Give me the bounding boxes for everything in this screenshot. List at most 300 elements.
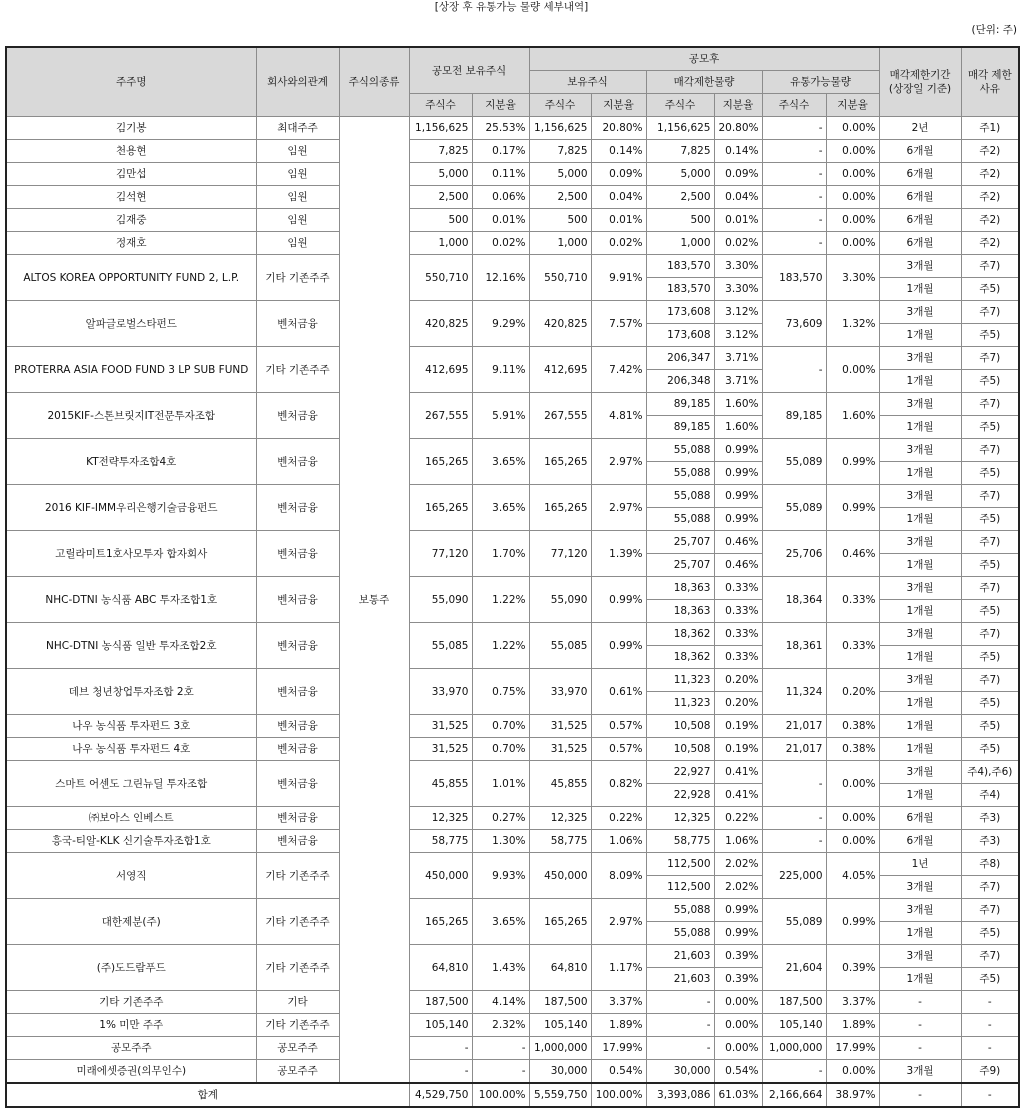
restriction-reason: -: [961, 991, 1019, 1014]
post-ipo-pct: 0.99%: [591, 577, 646, 623]
post-ipo-pct: 0.09%: [591, 163, 646, 186]
restricted-shares: 112,500: [646, 876, 714, 899]
header-shares: 주식수: [529, 94, 591, 117]
shareholder-name: 알파글로벌스타펀드: [6, 301, 256, 347]
post-ipo-shares: 165,265: [529, 439, 591, 485]
restriction-reason: 주2): [961, 186, 1019, 209]
header-shares: 주식수: [409, 94, 472, 117]
tradable-shares: -: [762, 1060, 826, 1084]
header-restricted: 매각제한물량: [646, 71, 762, 94]
shareholder-name: 1% 미만 주주: [6, 1014, 256, 1037]
tradable-shares-table: [5, 46, 1020, 1108]
restricted-shares: 112,500: [646, 853, 714, 876]
relation: 벤처금융: [256, 439, 339, 485]
pre-ipo-shares: 31,525: [409, 715, 472, 738]
relation: 기타 기존주주: [256, 945, 339, 991]
restricted-pct: 0.04%: [714, 186, 762, 209]
restriction-reason: 주7): [961, 945, 1019, 968]
pre-ipo-pct: 9.93%: [472, 853, 529, 899]
post-ipo-pct: 2.97%: [591, 439, 646, 485]
restricted-pct: 0.99%: [714, 508, 762, 531]
restriction-period: 3개월: [879, 761, 961, 784]
pre-ipo-shares: 58,775: [409, 830, 472, 853]
tradable-shares: 225,000: [762, 853, 826, 899]
header-pct: 지분율: [714, 94, 762, 117]
post-ipo-shares: 30,000: [529, 1060, 591, 1084]
table-row: [6, 1037, 1019, 1060]
total-restricted-pct: 61.03%: [714, 1083, 762, 1107]
restriction-period: 3개월: [879, 439, 961, 462]
header-tradable: 유통가능물량: [762, 71, 879, 94]
total-row: [6, 1083, 1019, 1107]
post-ipo-pct: 0.82%: [591, 761, 646, 807]
pre-ipo-pct: 0.01%: [472, 209, 529, 232]
restricted-pct: 1.60%: [714, 416, 762, 439]
restriction-reason: 주7): [961, 669, 1019, 692]
restriction-reason: 주7): [961, 623, 1019, 646]
tradable-shares: 183,570: [762, 255, 826, 301]
restriction-reason: 주7): [961, 577, 1019, 600]
tradable-shares: -: [762, 232, 826, 255]
restricted-shares: 30,000: [646, 1060, 714, 1084]
tradable-pct: 0.20%: [826, 669, 879, 715]
restriction-reason: 주5): [961, 646, 1019, 669]
shareholder-name: KT전략투자조합4호: [6, 439, 256, 485]
relation: 기타: [256, 991, 339, 1014]
pre-ipo-shares: 412,695: [409, 347, 472, 393]
restricted-pct: 0.39%: [714, 968, 762, 991]
pre-ipo-shares: 31,525: [409, 738, 472, 761]
tradable-pct: 3.37%: [826, 991, 879, 1014]
tradable-shares: -: [762, 209, 826, 232]
restriction-period: 6개월: [879, 209, 961, 232]
shareholder-name: 대한제분(주): [6, 899, 256, 945]
restriction-reason: 주7): [961, 876, 1019, 899]
restriction-period: 6개월: [879, 140, 961, 163]
tradable-pct: 0.46%: [826, 531, 879, 577]
shareholder-name: 2015KIF-스톤브릿지IT전문투자조합: [6, 393, 256, 439]
relation: 벤처금융: [256, 830, 339, 853]
restriction-reason: 주2): [961, 163, 1019, 186]
restricted-pct: 0.99%: [714, 899, 762, 922]
pre-ipo-shares: 165,265: [409, 485, 472, 531]
post-ipo-pct: 7.42%: [591, 347, 646, 393]
post-ipo-pct: 1.17%: [591, 945, 646, 991]
restriction-reason: 주5): [961, 715, 1019, 738]
shareholder-name: 기타 기존주주: [6, 991, 256, 1014]
restriction-period: 1개월: [879, 922, 961, 945]
restriction-reason: 주4),주6): [961, 761, 1019, 784]
restriction-period: -: [879, 1037, 961, 1060]
restricted-pct: 0.99%: [714, 485, 762, 508]
post-ipo-pct: 7.57%: [591, 301, 646, 347]
tradable-shares: -: [762, 761, 826, 807]
restriction-reason: 주7): [961, 531, 1019, 554]
restricted-shares: 11,323: [646, 692, 714, 715]
shareholder-name: 김기봉: [6, 117, 256, 140]
tradable-pct: 17.99%: [826, 1037, 879, 1060]
pre-ipo-pct: 0.11%: [472, 163, 529, 186]
shareholder-name: 미래에셋증권(의무인수): [6, 1060, 256, 1084]
pre-ipo-pct: 3.65%: [472, 439, 529, 485]
table-row: [6, 117, 1019, 140]
shareholder-name: 천용현: [6, 140, 256, 163]
relation: 벤처금융: [256, 761, 339, 807]
tradable-pct: 0.38%: [826, 715, 879, 738]
post-ipo-pct: 20.80%: [591, 117, 646, 140]
relation: 벤처금융: [256, 577, 339, 623]
restriction-reason: 주5): [961, 554, 1019, 577]
restricted-shares: 18,363: [646, 600, 714, 623]
shareholder-name: 데브 청년창업투자조합 2호: [6, 669, 256, 715]
table-row: [6, 163, 1019, 186]
restricted-pct: 0.02%: [714, 232, 762, 255]
restriction-period: 1개월: [879, 462, 961, 485]
restricted-shares: 10,508: [646, 715, 714, 738]
header-pre-ipo: 공모전 보유주식: [409, 47, 529, 94]
table-row: [6, 255, 1019, 278]
relation: 임원: [256, 232, 339, 255]
restricted-shares: 500: [646, 209, 714, 232]
restriction-reason: 주7): [961, 347, 1019, 370]
tradable-shares: -: [762, 347, 826, 393]
restricted-shares: 89,185: [646, 416, 714, 439]
table-row: [6, 577, 1019, 600]
tradable-shares: -: [762, 140, 826, 163]
table-row: [6, 945, 1019, 968]
restricted-shares: 55,088: [646, 462, 714, 485]
restriction-period: 1개월: [879, 600, 961, 623]
restricted-shares: 21,603: [646, 968, 714, 991]
relation: 임원: [256, 186, 339, 209]
tradable-pct: 1.89%: [826, 1014, 879, 1037]
restriction-reason: 주5): [961, 278, 1019, 301]
relation: 임원: [256, 209, 339, 232]
pre-ipo-pct: 5.91%: [472, 393, 529, 439]
post-ipo-shares: 55,090: [529, 577, 591, 623]
restricted-pct: 0.39%: [714, 945, 762, 968]
shareholder-name: 스마트 어센도 그린뉴딜 투자조합: [6, 761, 256, 807]
restricted-pct: 0.54%: [714, 1060, 762, 1084]
shareholder-name: NHC-DTNI 농식품 ABC 투자조합1호: [6, 577, 256, 623]
tradable-shares: -: [762, 117, 826, 140]
restricted-pct: 0.09%: [714, 163, 762, 186]
pre-ipo-pct: -: [472, 1060, 529, 1084]
restriction-period: 6개월: [879, 163, 961, 186]
restricted-shares: 173,608: [646, 324, 714, 347]
pre-ipo-pct: 3.65%: [472, 899, 529, 945]
relation: 기타 기존주주: [256, 853, 339, 899]
pre-ipo-pct: 1.43%: [472, 945, 529, 991]
restriction-period: 1개월: [879, 324, 961, 347]
pre-ipo-shares: 64,810: [409, 945, 472, 991]
restricted-shares: 173,608: [646, 301, 714, 324]
post-ipo-shares: 12,325: [529, 807, 591, 830]
restriction-reason: 주5): [961, 370, 1019, 393]
restriction-period: 6개월: [879, 807, 961, 830]
tradable-pct: 3.30%: [826, 255, 879, 301]
post-ipo-pct: 1.39%: [591, 531, 646, 577]
post-ipo-shares: 77,120: [529, 531, 591, 577]
restriction-period: 2년: [879, 117, 961, 140]
total-period: -: [879, 1083, 961, 1107]
restricted-pct: 0.22%: [714, 807, 762, 830]
restricted-shares: 12,325: [646, 807, 714, 830]
pre-ipo-shares: 165,265: [409, 439, 472, 485]
tradable-shares: 55,089: [762, 899, 826, 945]
header-period: 매각제한기간 (상장일 기준): [879, 47, 961, 117]
tradable-pct: 0.38%: [826, 738, 879, 761]
restriction-reason: 주5): [961, 922, 1019, 945]
pre-ipo-pct: 0.02%: [472, 232, 529, 255]
post-ipo-shares: 450,000: [529, 853, 591, 899]
post-ipo-pct: 8.09%: [591, 853, 646, 899]
restriction-period: 1개월: [879, 715, 961, 738]
pre-ipo-pct: 2.32%: [472, 1014, 529, 1037]
post-ipo-shares: 105,140: [529, 1014, 591, 1037]
shareholder-name: 김재중: [6, 209, 256, 232]
restricted-shares: 206,347: [646, 347, 714, 370]
tradable-pct: 0.00%: [826, 347, 879, 393]
tradable-pct: 0.00%: [826, 830, 879, 853]
tradable-shares: 73,609: [762, 301, 826, 347]
header-relation: 회사와의관계: [256, 47, 339, 117]
tradable-shares: 21,017: [762, 715, 826, 738]
shareholder-name: NHC-DTNI 농식품 일반 투자조합2호: [6, 623, 256, 669]
restricted-shares: -: [646, 1037, 714, 1060]
post-ipo-pct: 17.99%: [591, 1037, 646, 1060]
relation: 공모주주: [256, 1037, 339, 1060]
header-post-ipo: 공모후: [529, 47, 879, 71]
header-reason: 매각 제한 사유: [961, 47, 1019, 117]
restriction-period: 1년: [879, 853, 961, 876]
pre-ipo-pct: 3.65%: [472, 485, 529, 531]
restricted-shares: 55,088: [646, 485, 714, 508]
post-ipo-shares: 412,695: [529, 347, 591, 393]
post-ipo-pct: 0.57%: [591, 715, 646, 738]
restricted-shares: 1,156,625: [646, 117, 714, 140]
tradable-pct: 0.00%: [826, 761, 879, 807]
tradable-shares: 21,017: [762, 738, 826, 761]
post-ipo-pct: 0.22%: [591, 807, 646, 830]
tradable-shares: 105,140: [762, 1014, 826, 1037]
restricted-pct: 0.20%: [714, 692, 762, 715]
post-ipo-pct: 9.91%: [591, 255, 646, 301]
restricted-shares: 5,000: [646, 163, 714, 186]
restricted-pct: 0.00%: [714, 1014, 762, 1037]
post-ipo-shares: 64,810: [529, 945, 591, 991]
relation: 벤처금융: [256, 738, 339, 761]
post-ipo-shares: 55,085: [529, 623, 591, 669]
tradable-pct: 0.00%: [826, 163, 879, 186]
restriction-period: 3개월: [879, 945, 961, 968]
restricted-pct: 2.02%: [714, 853, 762, 876]
shareholder-name: 서영직: [6, 853, 256, 899]
pre-ipo-shares: 2,500: [409, 186, 472, 209]
tradable-pct: 0.33%: [826, 577, 879, 623]
relation: 벤처금융: [256, 531, 339, 577]
shareholder-name: 나우 농식품 투자펀드 4호: [6, 738, 256, 761]
pre-ipo-shares: -: [409, 1037, 472, 1060]
restriction-period: 1개월: [879, 968, 961, 991]
restriction-reason: 주2): [961, 140, 1019, 163]
post-ipo-shares: 550,710: [529, 255, 591, 301]
restricted-pct: 0.99%: [714, 439, 762, 462]
table-row: [6, 899, 1019, 922]
restricted-pct: 0.00%: [714, 1037, 762, 1060]
shareholder-name: 2016 KIF-IMM우리은행기술금융펀드: [6, 485, 256, 531]
restricted-shares: 89,185: [646, 393, 714, 416]
table-row: [6, 807, 1019, 830]
tradable-pct: 0.00%: [826, 232, 879, 255]
restriction-period: 3개월: [879, 623, 961, 646]
restricted-shares: 55,088: [646, 508, 714, 531]
total-pre-shares: 4,529,750: [409, 1083, 472, 1107]
restriction-period: 3개월: [879, 1060, 961, 1084]
restricted-shares: 183,570: [646, 278, 714, 301]
post-ipo-pct: 0.02%: [591, 232, 646, 255]
restriction-period: 3개월: [879, 899, 961, 922]
restriction-reason: 주5): [961, 508, 1019, 531]
table-row: [6, 186, 1019, 209]
table-row: [6, 991, 1019, 1014]
restricted-pct: 3.71%: [714, 370, 762, 393]
restriction-reason: 주5): [961, 968, 1019, 991]
pre-ipo-shares: 500: [409, 209, 472, 232]
share-type: 보통주: [339, 117, 409, 1084]
pre-ipo-shares: 420,825: [409, 301, 472, 347]
pre-ipo-pct: 0.70%: [472, 715, 529, 738]
table-row: [6, 738, 1019, 761]
post-ipo-shares: 187,500: [529, 991, 591, 1014]
restriction-period: 3개월: [879, 301, 961, 324]
post-ipo-shares: 5,000: [529, 163, 591, 186]
total-reason: -: [961, 1083, 1019, 1107]
header-name: 주주명: [6, 47, 256, 117]
post-ipo-pct: 0.99%: [591, 623, 646, 669]
restricted-pct: 3.12%: [714, 301, 762, 324]
tradable-shares: -: [762, 807, 826, 830]
shareholder-name: ALTOS KOREA OPPORTUNITY FUND 2, L.P.: [6, 255, 256, 301]
post-ipo-shares: 33,970: [529, 669, 591, 715]
relation: 기타 기존주주: [256, 255, 339, 301]
tradable-shares: 55,089: [762, 485, 826, 531]
restricted-pct: 0.20%: [714, 669, 762, 692]
restriction-period: 3개월: [879, 347, 961, 370]
restriction-reason: 주7): [961, 301, 1019, 324]
restriction-reason: 주4): [961, 784, 1019, 807]
pre-ipo-shares: 105,140: [409, 1014, 472, 1037]
total-pre-pct: 100.00%: [472, 1083, 529, 1107]
restriction-period: 6개월: [879, 232, 961, 255]
shareholder-name: 고릴라미트1호사모투자 합자회사: [6, 531, 256, 577]
pre-ipo-shares: 187,500: [409, 991, 472, 1014]
pre-ipo-shares: 267,555: [409, 393, 472, 439]
restricted-shares: 10,508: [646, 738, 714, 761]
post-ipo-shares: 58,775: [529, 830, 591, 853]
header-pct: 지분율: [472, 94, 529, 117]
table-row: [6, 669, 1019, 692]
pre-ipo-shares: 55,090: [409, 577, 472, 623]
post-ipo-pct: 1.89%: [591, 1014, 646, 1037]
post-ipo-pct: 0.04%: [591, 186, 646, 209]
tradable-shares: 18,364: [762, 577, 826, 623]
restriction-period: 3개월: [879, 255, 961, 278]
tradable-pct: 0.00%: [826, 209, 879, 232]
restricted-shares: 55,088: [646, 922, 714, 945]
restriction-period: 3개월: [879, 876, 961, 899]
post-ipo-pct: 1.06%: [591, 830, 646, 853]
pre-ipo-shares: 450,000: [409, 853, 472, 899]
restricted-shares: 21,603: [646, 945, 714, 968]
restriction-reason: 주5): [961, 462, 1019, 485]
restricted-pct: 0.19%: [714, 738, 762, 761]
header-shares: 주식수: [762, 94, 826, 117]
restriction-reason: 주1): [961, 117, 1019, 140]
restricted-pct: 0.41%: [714, 761, 762, 784]
restricted-pct: 0.19%: [714, 715, 762, 738]
restriction-period: 1개월: [879, 784, 961, 807]
shareholder-name: 김석현: [6, 186, 256, 209]
pre-ipo-shares: 45,855: [409, 761, 472, 807]
tradable-shares: 21,604: [762, 945, 826, 991]
table-title: [상장 후 유통가능 물량 세부내역]: [434, 1, 589, 13]
restricted-shares: 18,363: [646, 577, 714, 600]
total-post-pct: 100.00%: [591, 1083, 646, 1107]
restricted-pct: 0.01%: [714, 209, 762, 232]
tradable-pct: 0.00%: [826, 186, 879, 209]
restriction-reason: 주2): [961, 232, 1019, 255]
restricted-pct: 2.02%: [714, 876, 762, 899]
pre-ipo-pct: 1.22%: [472, 577, 529, 623]
tradable-pct: 0.39%: [826, 945, 879, 991]
pre-ipo-shares: 7,825: [409, 140, 472, 163]
post-ipo-pct: 2.97%: [591, 899, 646, 945]
shareholder-name: 정재호: [6, 232, 256, 255]
restriction-reason: 주5): [961, 600, 1019, 623]
restricted-shares: 22,928: [646, 784, 714, 807]
restriction-period: 6개월: [879, 830, 961, 853]
restriction-period: 3개월: [879, 393, 961, 416]
tradable-pct: 0.99%: [826, 899, 879, 945]
shareholder-name: ㈜보아스 인베스트: [6, 807, 256, 830]
restricted-shares: 58,775: [646, 830, 714, 853]
tradable-pct: 1.60%: [826, 393, 879, 439]
pre-ipo-shares: 1,156,625: [409, 117, 472, 140]
post-ipo-shares: 2,500: [529, 186, 591, 209]
pre-ipo-pct: 0.27%: [472, 807, 529, 830]
restriction-period: 6개월: [879, 186, 961, 209]
tradable-shares: 1,000,000: [762, 1037, 826, 1060]
post-ipo-shares: 7,825: [529, 140, 591, 163]
pre-ipo-pct: 0.06%: [472, 186, 529, 209]
pre-ipo-pct: 0.75%: [472, 669, 529, 715]
tradable-shares: 25,706: [762, 531, 826, 577]
tradable-pct: 0.99%: [826, 485, 879, 531]
tradable-shares: 187,500: [762, 991, 826, 1014]
table-row: [6, 761, 1019, 784]
tradable-shares: 11,324: [762, 669, 826, 715]
restricted-shares: 55,088: [646, 439, 714, 462]
restricted-shares: 22,927: [646, 761, 714, 784]
restriction-reason: 주7): [961, 899, 1019, 922]
restriction-reason: 주7): [961, 485, 1019, 508]
restriction-period: 1개월: [879, 646, 961, 669]
relation: 벤처금융: [256, 623, 339, 669]
relation: 벤처금융: [256, 393, 339, 439]
table-row: [6, 301, 1019, 324]
pre-ipo-shares: 1,000: [409, 232, 472, 255]
